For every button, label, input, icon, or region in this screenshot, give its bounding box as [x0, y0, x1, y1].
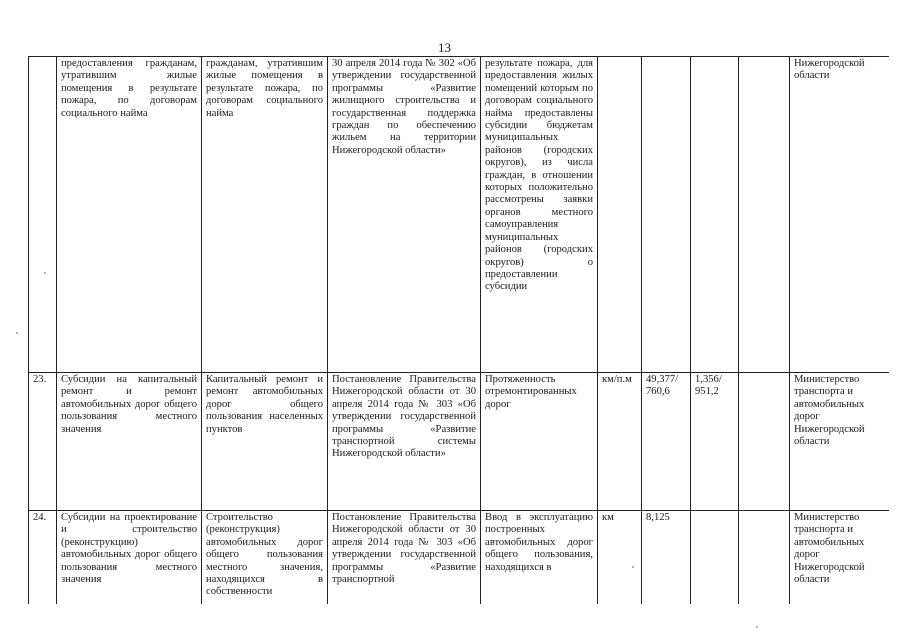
extra-column: [739, 57, 790, 373]
responsible-ministry: Министерство транспорта и автомобильных дорог Нижегородской области: [790, 373, 890, 511]
value-1: 49,377/ 760,6: [642, 373, 691, 511]
legal-basis: Постановление Правительства Нижегородской области от 30 апреля 2014 года № 303 «Об утверждении государственной программы «Развитие транспортной: [328, 511, 481, 605]
performance-indicator: Протяженность отремонтированных дорог: [481, 373, 598, 511]
table-row: [29, 57, 890, 373]
subsidy-name: Субсидии на проектирование и строительство (реконструкцию) автомобильных дорог общего пользования местного значения: [57, 511, 202, 605]
unit-of-measure: км: [598, 511, 642, 605]
scan-speck: [756, 626, 758, 628]
scan-speck: [44, 272, 46, 274]
extra-column: [739, 373, 790, 511]
responsible-ministry: Нижегородской области: [790, 57, 890, 373]
value-2: 1,356/ 951,2: [691, 373, 739, 511]
value-2: [691, 511, 739, 605]
row-number: 24.: [29, 511, 57, 605]
row-number: 23.: [29, 373, 57, 511]
document-table-wrapper: [28, 56, 889, 604]
table-row: [29, 511, 890, 605]
value-1: [642, 57, 691, 373]
legal-basis: Постановление Правительства Нижегородской области от 30 апреля 2014 года № 303 «Об утверждении государственной программы «Развитие транспортной системы Нижегородской области»: [328, 373, 481, 511]
unit-of-measure: км/п.м: [598, 373, 642, 511]
subsidy-direction: Строительство (реконструкция) автомобильных дорог общего пользования местного значения, находящихся в собственности: [202, 511, 328, 605]
table-row: [29, 373, 890, 511]
responsible-ministry: Министерство транспорта и автомобильных дорог Нижегородской области: [790, 511, 890, 605]
document-table: [28, 56, 889, 604]
scan-speck: [632, 566, 634, 568]
subsidy-direction: Капитальный ремонт и ремонт автомобильных дорог общего пользования населенных пунктов: [202, 373, 328, 511]
page-number: 13: [438, 40, 451, 55]
subsidy-name: Субсидии на капитальный ремонт и ремонт автомобильных дорог общего пользования местного значения: [57, 373, 202, 511]
row-number: [29, 57, 57, 373]
performance-indicator: результате пожара, для предоставления жилых помещений которым по договорам социального найма предоставлены субсидии бюджетам муниципальных районов (городских округов), из числа граждан, в отношении которых положительно рассмотрены заявки органов местного самоуправления муниципальных районов (городских округов) о предоставлении субсидии: [481, 57, 598, 373]
subsidy-name: предоставления гражданам, утратившим жилые помещения в результате пожара, по договорам социального найма: [57, 57, 202, 373]
scan-speck: [16, 332, 18, 334]
unit-of-measure: [598, 57, 642, 373]
legal-basis: 30 апреля 2014 года № 302 «Об утверждении государственной программы «Развитие жилищного строительства и государственная поддержка граждан по обеспечению жильем на территории Нижегородской области»: [328, 57, 481, 373]
extra-column: [739, 511, 790, 605]
value-2: [691, 57, 739, 373]
performance-indicator: Ввод в эксплуатацию построенных автомобильных дорог общего пользования, находящихся в: [481, 511, 598, 605]
subsidy-direction: гражданам, утратившим жилые помещения в результате пожара, по договорам социального найма: [202, 57, 328, 373]
value-1: 8,125: [642, 511, 691, 605]
